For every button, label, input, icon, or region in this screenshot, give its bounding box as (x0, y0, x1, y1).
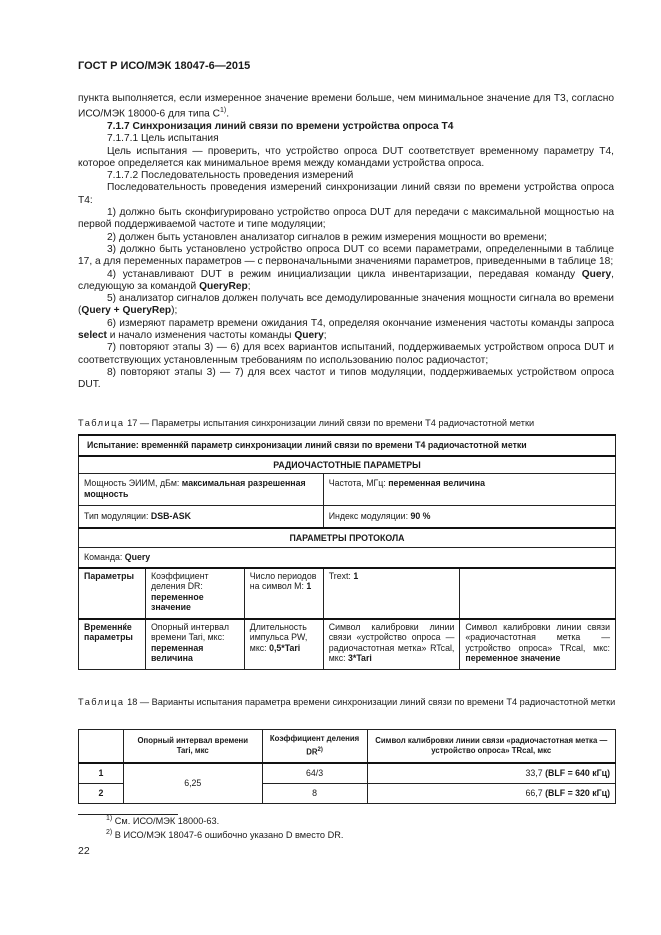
section-heading-7-1-7: 7.1.7 Синхронизация линий связи по времени устройства опроса T4 (107, 120, 454, 132)
mod-index-cell: Индекс модуляции: 90 % (323, 506, 615, 528)
row-number: 2 (79, 784, 124, 804)
page-number: 22 (78, 845, 90, 857)
paragraph-sequence: Последовательность проведения измерений синхронизации линий связи по времени устройства опроса T4: (78, 182, 614, 206)
tari-cell: Опорный интервал времени Tari, мкс: переменная величина (145, 619, 244, 670)
time-params-label: Временнќе параметры (79, 619, 146, 670)
step-8: 8) повторяют этапы 3) — 7) для всех частот и типов модуляции, поддерживаемых устройством опроса DUT. (78, 366, 614, 391)
trcal-value: 66,7 (BLF = 320 кГц) (367, 784, 616, 804)
table-row (79, 506, 616, 528)
command-cell: Команда: Query (79, 548, 616, 568)
trcal-cell: Символ калибровки линии связи «радиочастотная метка — устройство опроса» TRcal, мкс: переменное значение (460, 619, 616, 670)
step-4: 4) устанавливают DUT в режим инициализации цикла инвентаризации, передавая команду Query, следующую за командой QueryRep; (78, 268, 614, 292)
table-17 (78, 434, 616, 670)
corner-cell (79, 730, 124, 764)
trcal-value: 33,7 (BLF = 640 кГц) (367, 763, 616, 784)
rf-params-header: РАДИОЧАСТОТНЫЕ ПАРАМЕТРЫ (79, 456, 616, 474)
footnote-ref-1: 1) (219, 107, 227, 115)
table-row (79, 763, 616, 784)
table-row (79, 548, 616, 568)
pw-cell: Длительность импульса PW, мкс: 0,5*Tari (244, 619, 323, 670)
table-row (79, 528, 616, 548)
document-header: ГОСТ Р ИСО/МЭК 18047-6—2015 (78, 60, 251, 72)
table18-caption: Таблица 18 — Варианты испытания параметра времени синхронизации линий связи по времени T4 радиочастотной метки (78, 697, 616, 707)
dr-value: 64/3 (262, 763, 367, 784)
section-heading-7-1-7-1: 7.1.7.1 Цель испытания (107, 133, 219, 145)
step-6: 6) измеряют параметр времени ожидания T4, определяя окончание изменения частоты команды запроса select и начало изменения частоты команды Query; (78, 317, 614, 342)
paragraph-continuation: пункта выполняется, если измеренное значение времени больше, чем минимальное значение для T3, согласно ИСО/МЭК 18000-6 для типа $С^{1)}$. (78, 93, 614, 120)
table-18 (78, 729, 616, 804)
column-header-dr: Коэффициент деления DR$^{2)}$ (262, 730, 367, 764)
step-2: 2) должен быть установлен анализатор сигналов в режим измерения мощности во времени; (107, 231, 547, 243)
table-header-row (79, 730, 616, 764)
dr-cell: Коэффициент деления DR: переменное значение (145, 568, 244, 619)
table-row (79, 435, 616, 456)
column-header-tari: Опорный интервал времени Tari, мкс (123, 730, 262, 764)
trext-cell: Trext: 1 (323, 568, 460, 619)
modulation-cell: Тип модуляции: DSB-ASK (79, 506, 324, 528)
table-row (79, 568, 616, 619)
column-header-trcal: Символ калибровки линии связи «радиочастотная метка — устройство опроса» TRcal, мкс (367, 730, 616, 764)
body-text (78, 93, 614, 392)
step-7: 7) повторяют этапы 3) — 6) для всех вариантов испытаний, поддерживаемых устройством опроса DUT и соответствующих установленным требованиям по использованию полос радиочастот; (78, 342, 614, 366)
dr-value: 8 (262, 784, 367, 804)
table-row (79, 474, 616, 506)
step-5: 5) анализатор сигналов должен получать все демодулированные значения мощности сигнала во времени (Query + QueryRep); (78, 293, 614, 317)
tari-value: 6,25 (123, 763, 262, 804)
step-1: 1) должно быть сконфигурировано устройство опроса DUT для передачи с максимальной мощностью на первой поддерживаемой частоте и типе модуляции; (78, 207, 614, 231)
table-row (79, 619, 616, 670)
row-number: 1 (79, 763, 124, 784)
protocol-params-header: ПАРАМЕТРЫ ПРОТОКОЛА (79, 528, 616, 548)
footnote-1: $^{1)}$ См. ИСО/МЭК 18000-63. (106, 815, 220, 827)
paragraph-purpose: Цель испытания — проверить, что устройство опроса DUT соответствует временному параметру T4, которое определяется как минимальное время между командами устройства опроса. (78, 145, 614, 169)
table-row (79, 456, 616, 474)
params-label: Параметры (79, 568, 146, 619)
rtcal-cell: Символ калибровки линии связи «устройство опроса — радиочастотная метка» RTcal, мкс: 3*Tari (323, 619, 460, 670)
step-3: 3) должно быть установлено устройство опроса DUT со всеми параметрами, определенными в таблице 17, а для переменных параметров — с первоначальными значениями параметров, приведенными в таблице 18; (78, 243, 614, 268)
m-cell: Число периодов на символ M: 1 (244, 568, 323, 619)
frequency-cell: Частота, МГц: переменная величина (323, 474, 615, 506)
empty-cell (460, 568, 616, 619)
table17-title: Испытание: временнќй параметр синхронизации линий связи по времени T4 радиочастотной метки (79, 435, 616, 456)
table17-caption: Таблица 17 — Параметры испытания синхронизации линий связи по времени T4 радиочастотной метки (78, 418, 535, 428)
footnote-2: $^{2)}$ В ИСО/МЭК 18047-6 ошибочно указано D вместо DR. (106, 829, 344, 841)
power-cell: Мощность ЭИИМ, дБм: максимальная разрешенная мощность (79, 474, 324, 506)
section-heading-7-1-7-2: 7.1.7.2 Последовательность проведения измерений (107, 170, 354, 182)
